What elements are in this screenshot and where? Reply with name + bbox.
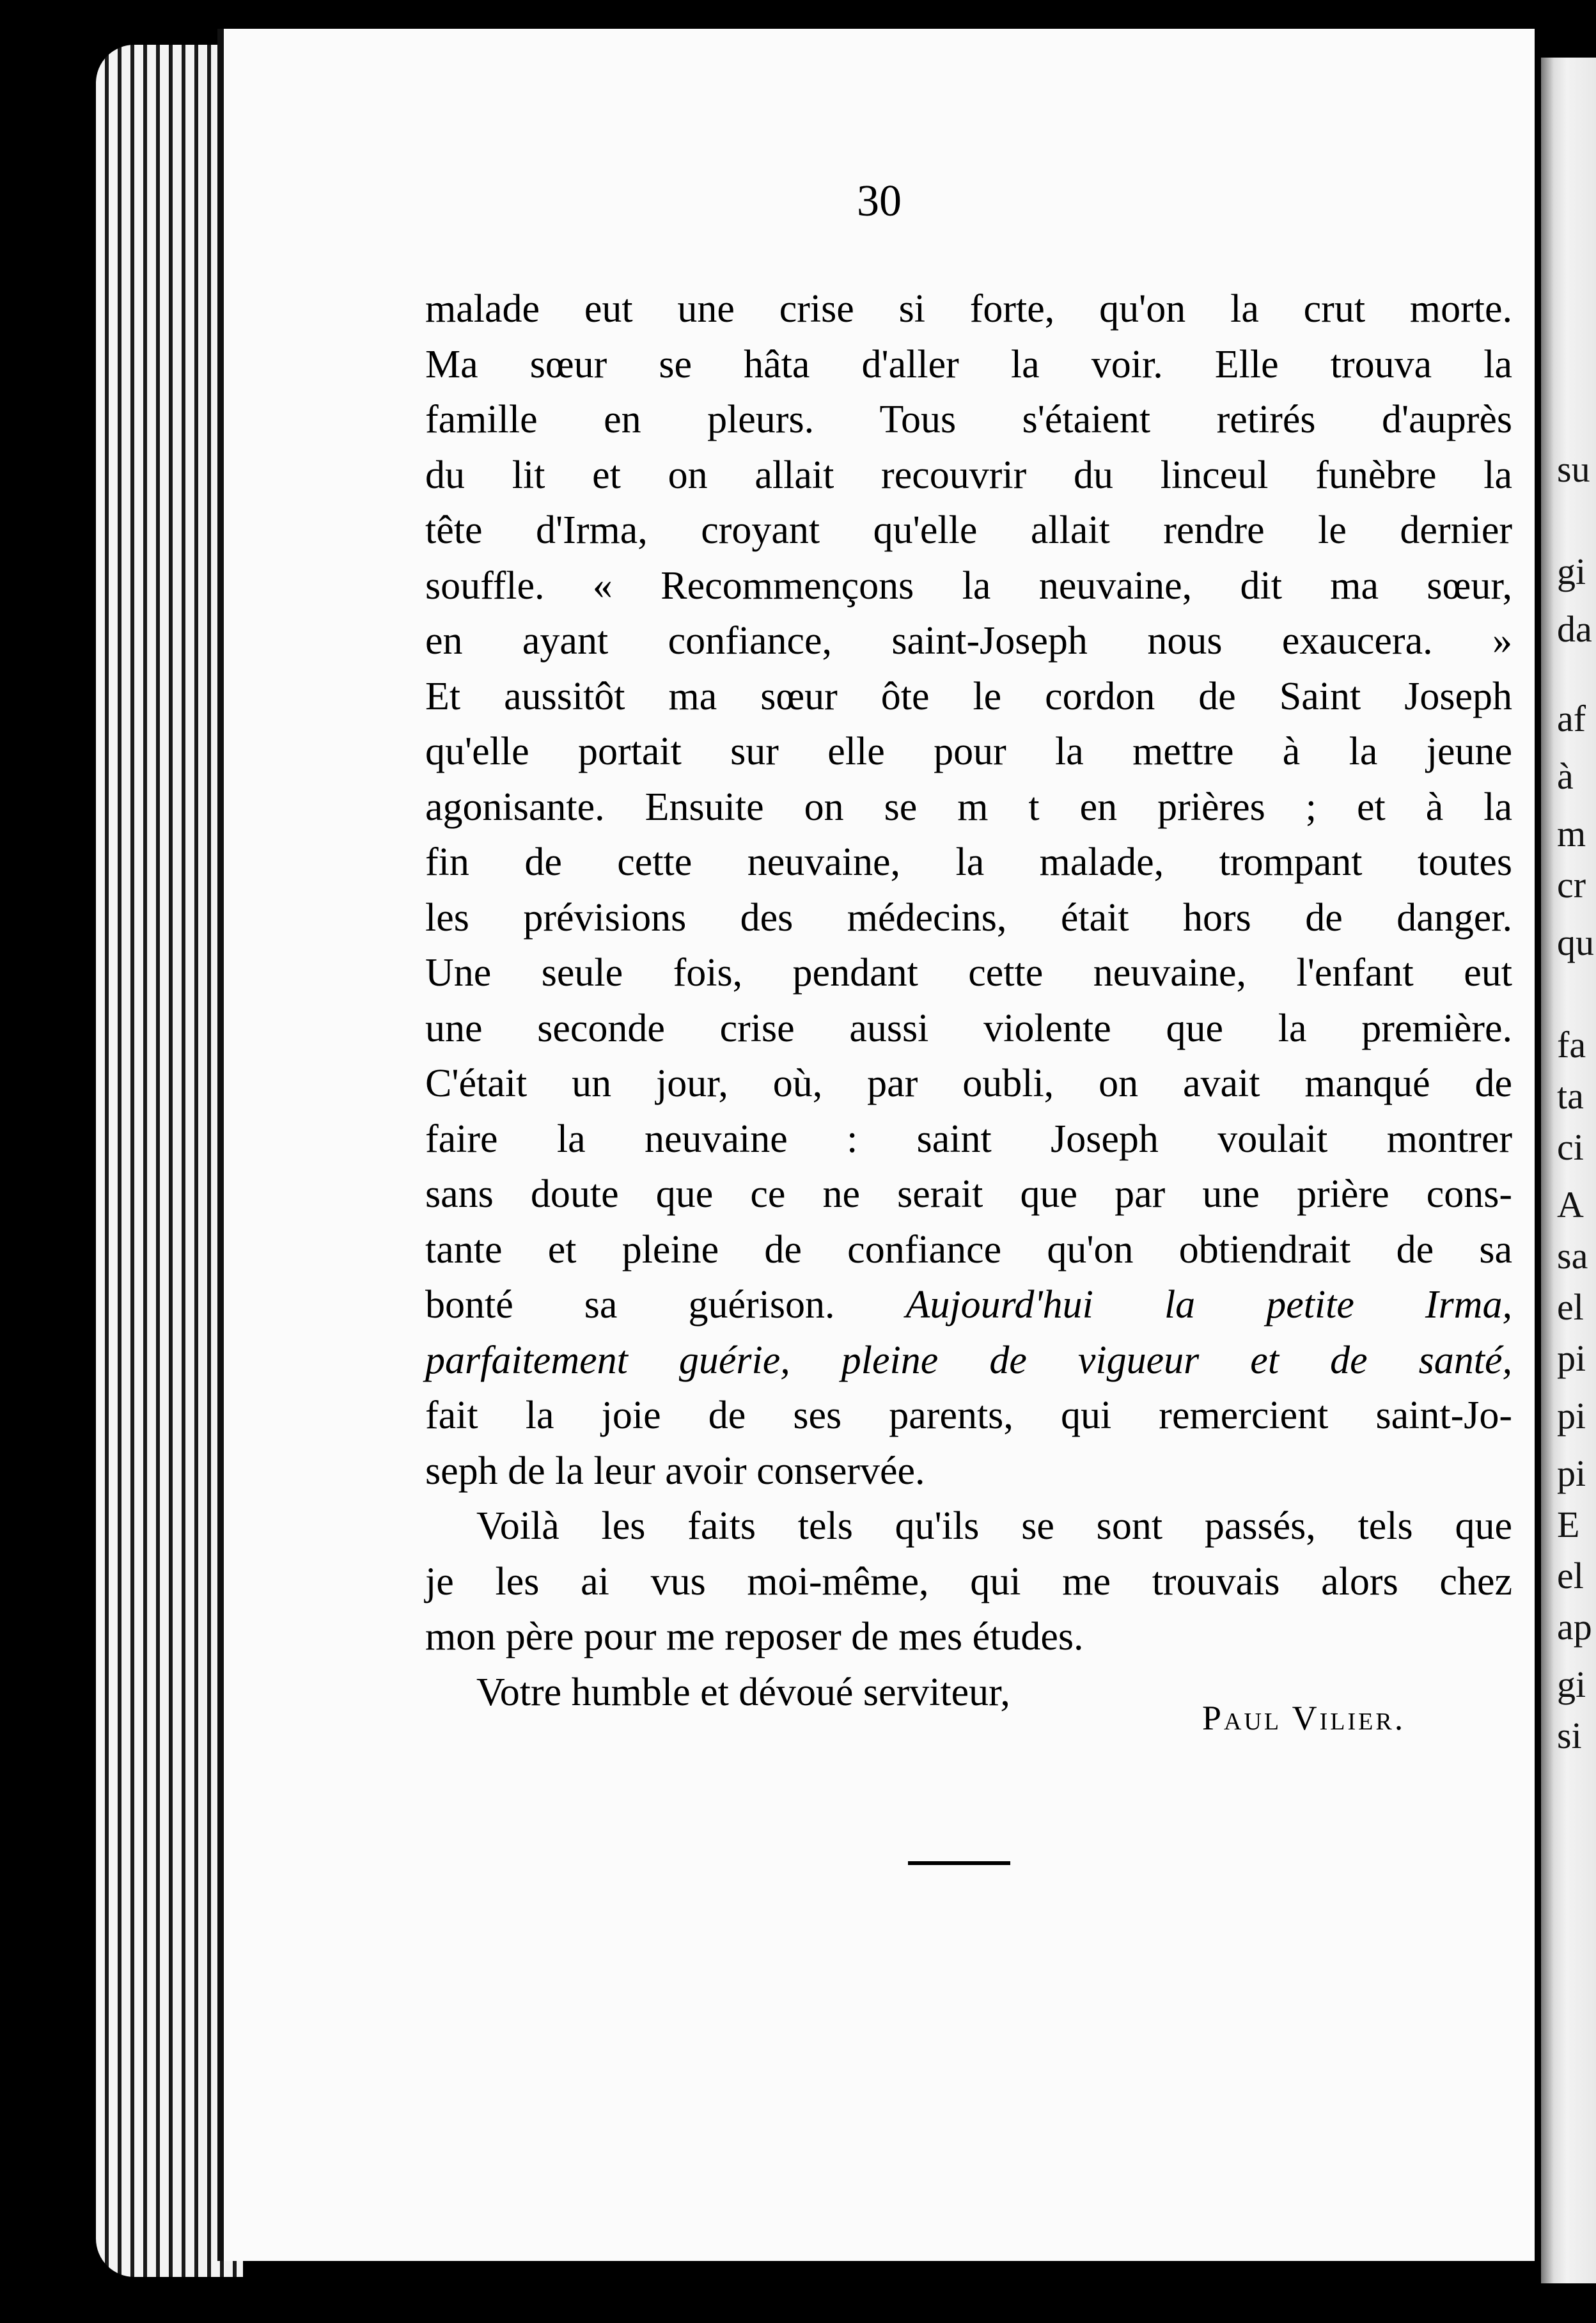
- text-line: tête d'Irma, croyant qu'elle allait rendre le dernier: [425, 508, 1512, 552]
- text-line: agonisante. Ensuite on se m t en prières ; et à la: [425, 785, 1512, 829]
- right-page-fragment: qu: [1557, 922, 1594, 963]
- text-line: souffle. « Recommençons la neuvaine, dit ma sœur,: [425, 563, 1512, 608]
- text-line: C'était un jour, où, par oubli, on avait manqué de: [425, 1062, 1512, 1105]
- right-page-fragment: cr: [1557, 864, 1586, 906]
- right-page-fragment: el: [1557, 1555, 1584, 1596]
- text-line: Voilà les faits tels qu'ils se sont passés, tels que: [476, 1504, 1512, 1548]
- italic-segment: Aujourd'hui la petite Irma,: [905, 1283, 1512, 1327]
- text-line: tante et pleine de confiance qu'on obtiendrait de sa: [425, 1227, 1512, 1272]
- text-line-italic: parfaitement guérie, pleine de vigueur et de santé,: [425, 1338, 1512, 1382]
- right-page-fragment: si: [1557, 1715, 1582, 1756]
- text-line: fin de cette neuvaine, la malade, trompant toutes: [425, 840, 1512, 884]
- page-body: [425, 281, 1512, 1720]
- closing-line: Votre humble et dévoué serviteur,: [476, 1670, 1010, 1714]
- end-rule: [908, 1861, 1010, 1865]
- right-page-fragment: pi: [1557, 1453, 1586, 1494]
- right-page-fragment: gi: [1557, 551, 1586, 592]
- right-page-fragment: A: [1557, 1184, 1584, 1225]
- right-page-fragment: ci: [1557, 1126, 1584, 1168]
- text-line: malade eut une crise si forte, qu'on la crut morte.: [425, 287, 1512, 331]
- text-line: Ma sœur se hâta d'aller la voir. Elle trouva la: [425, 342, 1512, 386]
- right-page-fragment: sa: [1557, 1235, 1588, 1277]
- text-line: sans doute que ce ne serait que par une prière cons-: [425, 1172, 1512, 1216]
- right-page-edge: [1541, 58, 1596, 2283]
- signature: Paul Vilier.: [1202, 1699, 1406, 1737]
- right-page-fragment: pi: [1557, 1395, 1586, 1437]
- text-line: Et aussitôt ma sœur ôte le cordon de Saint Joseph: [425, 674, 1512, 718]
- right-page-fragment: af: [1557, 698, 1586, 739]
- right-page-fragment: su: [1557, 448, 1590, 490]
- text-line: je les ai vus moi-même, qui me trouvais alors chez: [425, 1559, 1512, 1603]
- text-line: faire la neuvaine : saint Joseph voulait montrer: [425, 1117, 1512, 1161]
- text-line: du lit et on allait recouvrir du linceul funèbre la: [425, 453, 1512, 497]
- right-page-fragment: gi: [1557, 1664, 1586, 1705]
- right-page-fragment: el: [1557, 1286, 1584, 1328]
- right-page-fragment: E: [1557, 1504, 1580, 1545]
- text-line: Une seule fois, pendant cette neuvaine, l'enfant eut: [425, 951, 1512, 995]
- text-line: fait la joie de ses parents, qui remercient saint-Jo-: [425, 1394, 1512, 1437]
- right-page-fragment: m: [1557, 813, 1586, 854]
- right-page-fragment: pi: [1557, 1337, 1586, 1379]
- text-line: famille en pleurs. Tous s'étaient retirés d'auprès: [425, 398, 1512, 441]
- text-line: les prévisions des médecins, était hors de danger.: [425, 895, 1512, 940]
- text-line: en ayant confiance, saint-Joseph nous exaucera. »: [425, 619, 1512, 663]
- right-page-fragment: ta: [1557, 1075, 1584, 1117]
- text-line: qu'elle portait sur elle pour la mettre à la jeune: [425, 730, 1512, 773]
- roman-segment: bonté sa guérison.: [425, 1283, 835, 1327]
- right-page-fragment: à: [1557, 755, 1574, 797]
- text-line-mixed: [425, 1277, 1512, 1333]
- right-page-fragment: ap: [1557, 1606, 1592, 1648]
- page-number: 30: [857, 177, 902, 226]
- right-page-fragment: fa: [1557, 1024, 1586, 1066]
- book-page: [217, 29, 1535, 2261]
- right-page-fragment: da: [1557, 608, 1592, 650]
- text-line: une seconde crise aussi violente que la première.: [425, 1006, 1512, 1050]
- text-line: seph de la leur avoir conservée.: [425, 1449, 925, 1493]
- text-line: mon père pour me reposer de mes études.: [425, 1615, 1084, 1658]
